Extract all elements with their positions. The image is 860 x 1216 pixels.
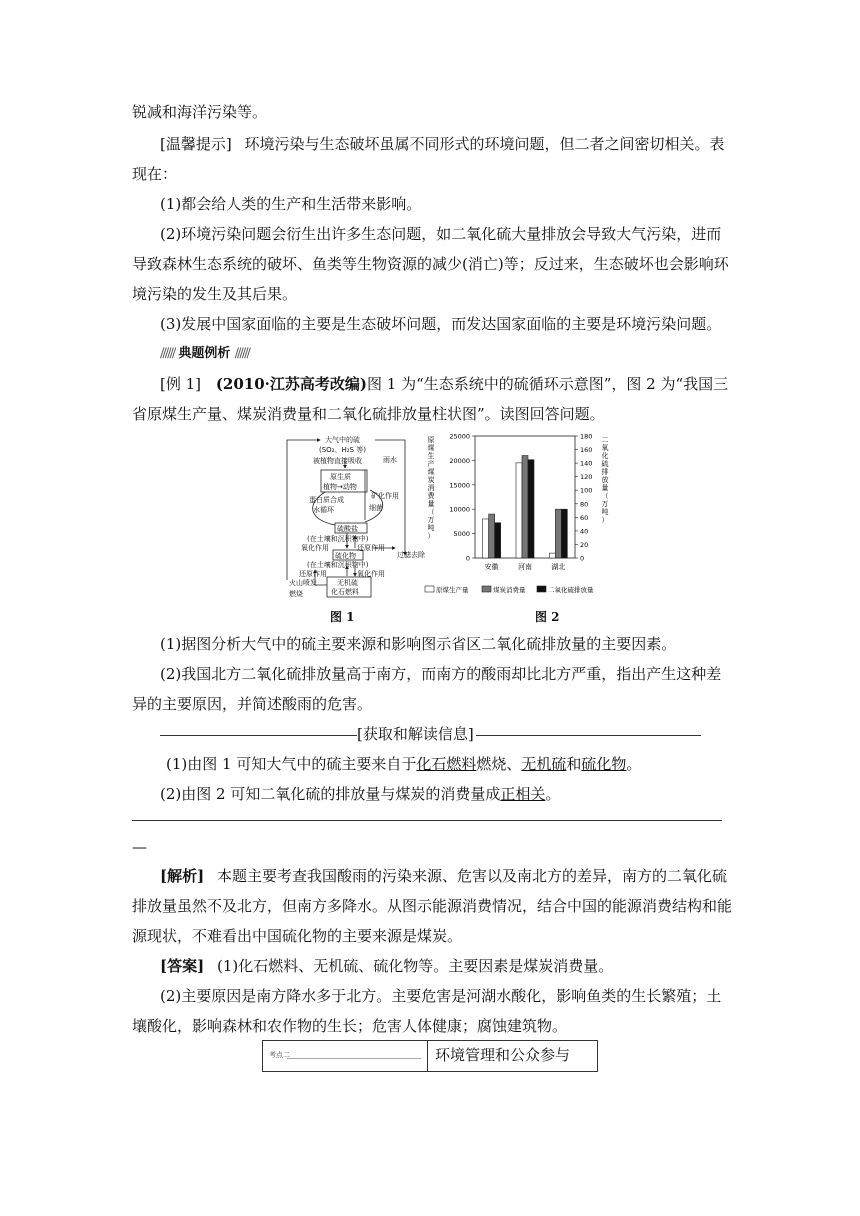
left-axis-label-char: 煤 bbox=[427, 468, 435, 476]
example-text: 图 1 为“生态系统中的硫循环示意图”，图 2 为“我国三 bbox=[366, 375, 729, 393]
answer-text: (1)化石燃料、无机硫、硫化物等。主要因素是煤炭消费量。 bbox=[216, 957, 614, 975]
left-axis-label-char: 吨 bbox=[427, 524, 435, 532]
right-tick-label: 140 bbox=[580, 459, 593, 468]
fig2-caption: 图 2 bbox=[535, 610, 560, 624]
tip-text: 环境污染与生态破坏虽属不同形式的环境问题，但二者之间密切相关。表 bbox=[244, 135, 725, 153]
left-axis-label-char: （ bbox=[427, 508, 435, 516]
right-tick-label: 40 bbox=[580, 527, 589, 536]
left-axis-label-char: 费 bbox=[427, 492, 435, 500]
answer-2: (2)主要原因是南方降水多于北方。主要危害是河湖水酸化，影响鱼类的生长繁殖；土 bbox=[160, 987, 722, 1005]
right-tick-label: 80 bbox=[580, 500, 589, 509]
answer-2-cont: 壤酸化，影响森林和农作物的生长；危害人体健康；腐蚀建筑物。 bbox=[132, 1017, 568, 1035]
section-box-rule bbox=[287, 1058, 421, 1059]
left-tick-label: 25000 bbox=[449, 432, 470, 441]
analysis-line-3: 源现状，不难看出中国硫化物的主要来源是煤炭。 bbox=[132, 927, 463, 945]
right-tick-label: 160 bbox=[580, 446, 593, 455]
left-axis-label-char: 量 bbox=[427, 500, 435, 508]
right-axis-label-char: 量 bbox=[601, 484, 609, 492]
bar bbox=[549, 553, 555, 558]
oxid-label: 氧化作用 bbox=[301, 544, 329, 552]
info-1-mid1: 燃烧、 bbox=[476, 755, 522, 773]
tip-line bbox=[160, 133, 725, 155]
bar bbox=[495, 523, 501, 558]
hatch-right: ////// bbox=[234, 346, 249, 361]
info-1-inorg: 无机硫 bbox=[521, 755, 567, 773]
info-1 bbox=[166, 753, 641, 775]
right-axis-label-char: 吨 bbox=[601, 508, 609, 516]
info-2-pre: (2)由图 2 可知二氧化硫的排放量与煤炭的消费量成 bbox=[160, 785, 501, 803]
bar-chart bbox=[415, 428, 610, 603]
info-rule-right bbox=[476, 735, 701, 736]
example-line-2: 省原煤生产量、煤炭消费量和二氧化硫排放量柱状图”。读图回答问题。 bbox=[132, 405, 605, 423]
example-label: [例 1] bbox=[160, 375, 202, 393]
info-header: [获取和解读信息] bbox=[357, 725, 474, 743]
rain-label: 雨水 bbox=[383, 456, 397, 464]
bar bbox=[528, 460, 534, 558]
dash-mark: — bbox=[132, 838, 147, 856]
sulfate2-label: (在土壤和沉积物中) bbox=[307, 535, 369, 543]
left-axis-label-char: 生 bbox=[427, 452, 435, 460]
protein-label: 蛋白质合成 bbox=[309, 496, 344, 504]
right-axis-label-char: 放 bbox=[601, 476, 609, 484]
sulfur-cycle-diagram bbox=[285, 430, 435, 610]
info-1-fossil: 化石燃料 bbox=[416, 755, 477, 773]
left-tick-label: 0 bbox=[465, 554, 470, 563]
volcano-label: 火山喷发 bbox=[289, 579, 317, 587]
info-2 bbox=[160, 783, 560, 805]
legend-label: 原煤生产量 bbox=[436, 586, 469, 594]
right-axis-label-char: 化 bbox=[601, 452, 609, 460]
absorb-label: 被植物直接吸收 bbox=[313, 457, 362, 465]
tip-item-2-cont2: 境污染的发生及其后果。 bbox=[132, 285, 298, 303]
bar bbox=[516, 463, 522, 558]
atm-label-2: (SO₂、H₂S 等) bbox=[319, 446, 366, 454]
tip-item-2: (2)环境污染问题会衍生出许多生态问题，如二氧化硫大量排放会导致大气污染，进而 bbox=[160, 225, 722, 243]
info-rule-left bbox=[160, 735, 357, 736]
filter-label: 过滤去除 bbox=[397, 551, 425, 559]
answer-line bbox=[160, 955, 613, 977]
inorg-label: 无机硫 bbox=[337, 579, 358, 587]
right-axis-label-char: （ bbox=[601, 492, 609, 500]
category-label: 河南 bbox=[518, 563, 532, 571]
right-axis-label-char: ） bbox=[601, 516, 609, 524]
info-1-end: 。 bbox=[626, 755, 642, 773]
section-box-left bbox=[263, 1041, 428, 1071]
right-axis-label-char: 二 bbox=[601, 436, 609, 444]
example-source: (2010·江苏高考改编) bbox=[215, 375, 367, 393]
sulfide2-label: (在土壤和沉积物中) bbox=[307, 561, 369, 569]
legend-swatch bbox=[482, 586, 491, 592]
hatch-left: ////// bbox=[160, 346, 175, 361]
legend-label: 二氧化硫排放量 bbox=[548, 586, 594, 594]
left-tick-label: 20000 bbox=[449, 456, 470, 465]
tip-label: [温馨提示] bbox=[160, 135, 232, 153]
category-label: 安徽 bbox=[484, 563, 499, 571]
right-tick-label: 0 bbox=[580, 554, 585, 563]
fig1-caption: 图 1 bbox=[330, 610, 355, 624]
right-axis-label-char: 排 bbox=[601, 468, 609, 476]
info-2-end: 。 bbox=[545, 785, 561, 803]
question-2: (2)我国北方二氧化硫排放量高于南方，而南方的酸雨却比北方严重，指出产生这种差 bbox=[160, 665, 722, 683]
bar bbox=[489, 514, 495, 558]
right-axis-label-char: 硫 bbox=[601, 460, 609, 468]
analysis-label: [解析] bbox=[160, 867, 205, 885]
bar bbox=[522, 456, 528, 558]
right-tick-label: 100 bbox=[580, 486, 593, 495]
info-1-mid2: 和 bbox=[566, 755, 582, 773]
paragraph-line: 锐减和海洋污染等。 bbox=[132, 103, 268, 121]
tip-item-3: (3)发展中国家面临的主要是生态破坏问题，而发达国家面临的主要是环境污染问题。 bbox=[160, 315, 722, 333]
right-tick-label: 60 bbox=[580, 513, 589, 522]
tip-line-2: 现在： bbox=[132, 165, 178, 183]
bacteria-label: 细菌 bbox=[369, 504, 383, 512]
section-box bbox=[262, 1040, 598, 1072]
bar bbox=[561, 509, 567, 558]
question-1: (1)据图分析大气中的硫主要来源和影响图示省区二氧化硫排放量的主要因素。 bbox=[160, 635, 677, 653]
left-axis-label-char: 煤 bbox=[427, 444, 435, 452]
example-line bbox=[160, 373, 728, 395]
analysis-line-2: 排放量虽然不及北方，但南方多降水。从图示能源消费情况，结合中国的能源消费结构和能 bbox=[132, 897, 733, 915]
oxid2-label: 氧化作用 bbox=[357, 570, 385, 578]
section-tag bbox=[160, 343, 249, 365]
blank-answer-line bbox=[132, 820, 722, 821]
left-axis-label-char: 原 bbox=[427, 436, 435, 444]
sulfate-label: 硫酸盐 bbox=[337, 525, 358, 533]
right-tick-label: 120 bbox=[580, 473, 593, 482]
fossil-label: 化石燃料 bbox=[331, 588, 359, 596]
right-axis-label-char: 氧 bbox=[601, 444, 609, 452]
info-1-sulfide: 硫化物 bbox=[581, 755, 627, 773]
burn-label: 燃烧 bbox=[289, 590, 303, 598]
atm-label: 大气中的硫 bbox=[325, 436, 360, 444]
legend-label: 煤炭消费量 bbox=[493, 586, 526, 594]
tip-item-1: (1)都会给人类的生产和生活带来影响。 bbox=[160, 195, 422, 213]
section-box-small: 考点二 bbox=[269, 1051, 290, 1059]
left-tick-label: 10000 bbox=[449, 505, 470, 514]
org2-label: 植物→动物 bbox=[323, 483, 357, 491]
tip-item-2-cont: 导致森林生态系统的破坏、鱼类等生物资源的减少(消亡)等；反过来，生态破坏也会影响环 bbox=[132, 255, 729, 273]
left-axis-label-char: 炭 bbox=[427, 476, 435, 484]
legend-swatch bbox=[537, 586, 546, 592]
right-axis-label-char: 万 bbox=[601, 500, 609, 508]
water-label: 水循环 bbox=[313, 506, 334, 514]
left-axis-label-char: 万 bbox=[427, 516, 435, 524]
sulfide-label: 硫化物 bbox=[335, 552, 356, 560]
analysis-text: 本题主要考查我国酸雨的污染来源、危害以及南北方的差异，南方的二氧化硫 bbox=[216, 867, 727, 885]
left-axis-label-char: 产 bbox=[427, 460, 435, 468]
org-label: 原生质 bbox=[330, 473, 351, 481]
section-box-title: 环境管理和公众参与 bbox=[435, 1046, 571, 1064]
legend-swatch bbox=[425, 586, 434, 592]
mineral-label: 矿化作用 bbox=[371, 492, 399, 500]
left-tick-label: 15000 bbox=[449, 481, 470, 490]
analysis-line bbox=[160, 865, 727, 887]
bar bbox=[555, 509, 561, 558]
right-tick-label: 20 bbox=[580, 540, 589, 549]
section-tag-label: 典题例析 bbox=[178, 346, 231, 361]
info-2-positive: 正相关 bbox=[500, 785, 546, 803]
category-label: 湖北 bbox=[551, 563, 566, 571]
answer-label: [答案] bbox=[160, 957, 205, 975]
reduc2-label: 还原作用 bbox=[299, 570, 327, 578]
right-tick-label: 180 bbox=[580, 432, 593, 441]
question-2-cont: 异的主要原因，并简述酸雨的危害。 bbox=[132, 695, 373, 713]
bar bbox=[483, 519, 489, 558]
left-axis-label-char: 消 bbox=[427, 484, 435, 492]
info-1-pre: (1)由图 1 可知大气中的硫主要来自于 bbox=[166, 755, 417, 773]
reduc-label: 还原作用 bbox=[357, 544, 385, 552]
left-tick-label: 5000 bbox=[453, 530, 470, 539]
left-axis-label-char: ） bbox=[427, 532, 435, 540]
